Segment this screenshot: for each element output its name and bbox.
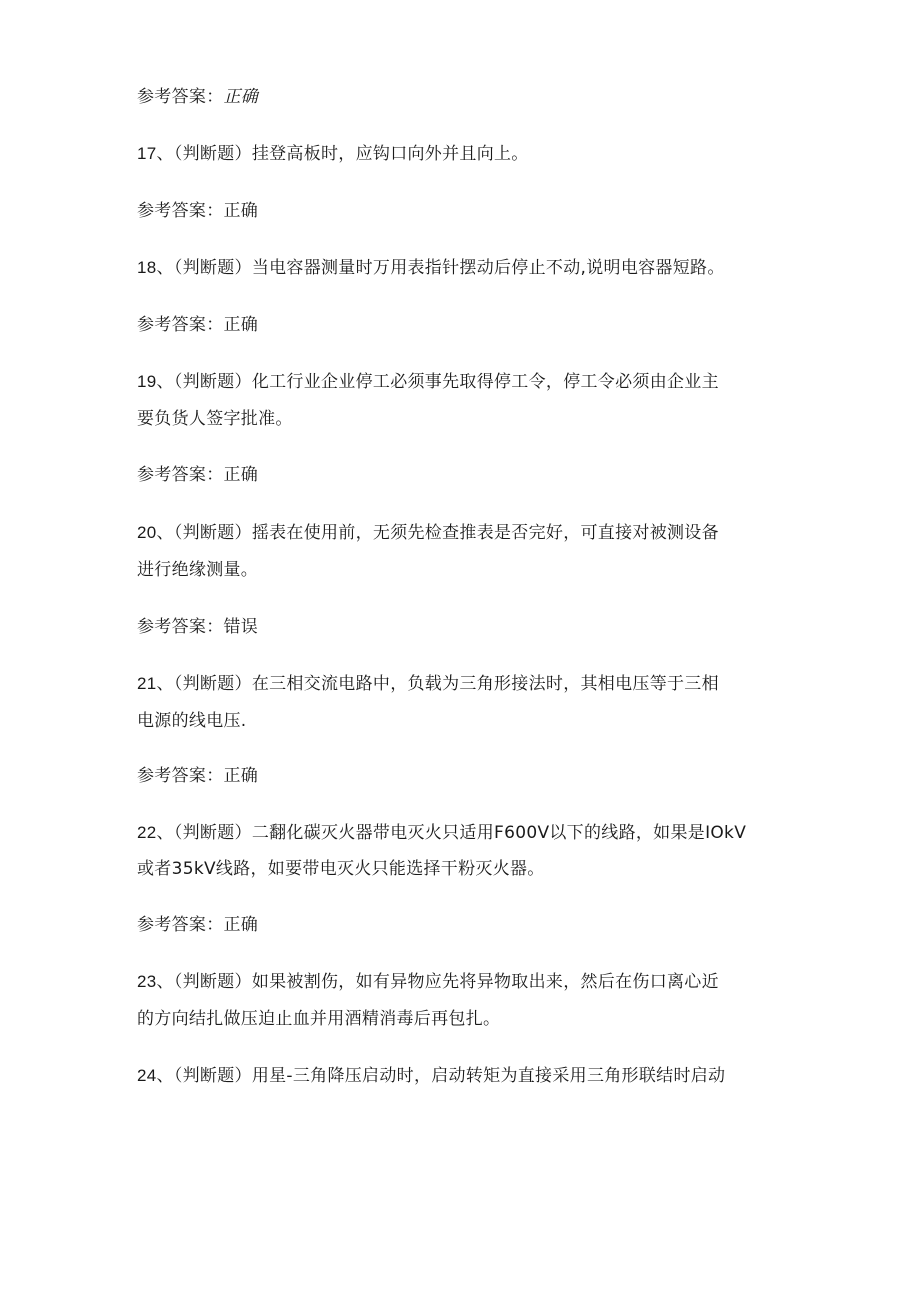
question-text: 进行绝缘测量。 xyxy=(137,560,259,580)
question-number: 19、 xyxy=(137,372,174,391)
question-24 xyxy=(137,1065,725,1087)
question-text: 要负货人签字批准。 xyxy=(137,409,293,429)
question-text: 在三相交流电路中，负载为三角形接法时，其相电压等于三相 xyxy=(251,674,719,694)
question-text: 的方向结扎做压迫止血并用酒精消毒后再包扎。 xyxy=(137,1009,501,1029)
answer-line-20 xyxy=(137,616,258,638)
question-text: 摇表在使用前，无须先检查推表是否完好，可直接对被测设备 xyxy=(251,523,719,543)
question-18 xyxy=(137,257,725,279)
question-type: （判断题） xyxy=(173,823,252,843)
question-text: 二翻化碳灭火器带电灭火只适用F600V以下的线路，如果是IOkV xyxy=(251,823,747,843)
answer-label: 参考答案： xyxy=(137,766,224,786)
answer-value: 错误 xyxy=(223,617,259,637)
question-19-continuation xyxy=(137,408,293,430)
question-text: 如果被割伤，如有异物应先将异物取出来，然后在伤口离心近 xyxy=(251,972,719,992)
question-type: （判断题） xyxy=(173,144,252,164)
answer-value: 正确 xyxy=(223,87,259,107)
question-20-continuation xyxy=(137,559,258,581)
question-number: 22、 xyxy=(137,823,174,842)
question-type: （判断题） xyxy=(173,523,252,543)
question-text: 当电容器测量时万用表指针摆动后停止不动,说明电容器短路。 xyxy=(251,258,725,278)
question-type: （判断题） xyxy=(173,1066,252,1086)
question-19 xyxy=(137,371,719,393)
question-22 xyxy=(137,822,746,844)
question-21-continuation xyxy=(137,710,247,732)
question-17 xyxy=(137,143,529,165)
question-number: 20、 xyxy=(137,523,174,542)
question-23 xyxy=(137,971,719,993)
question-number: 24、 xyxy=(137,1066,174,1085)
answer-label: 参考答案： xyxy=(137,465,224,485)
question-22-continuation xyxy=(137,858,545,880)
question-type: （判断题） xyxy=(173,258,252,278)
question-type: （判断题） xyxy=(173,372,252,392)
answer-label: 参考答案： xyxy=(137,315,224,335)
question-number: 17、 xyxy=(137,144,174,163)
question-20 xyxy=(137,522,719,544)
question-23-continuation xyxy=(137,1008,500,1030)
question-text: 化工行业企业停工必须事先取得停工令，停工令必须由企业主 xyxy=(251,372,719,392)
answer-label: 参考答案： xyxy=(137,87,224,107)
answer-value: 正确 xyxy=(223,465,259,485)
answer-line-16 xyxy=(137,86,258,108)
answer-value: 正确 xyxy=(223,915,259,935)
question-text: 挂登高板时，应钩口向外并且向上。 xyxy=(251,144,529,164)
answer-label: 参考答案： xyxy=(137,201,224,221)
answer-value: 正确 xyxy=(223,315,259,335)
answer-label: 参考答案： xyxy=(137,617,224,637)
answer-line-21 xyxy=(137,765,258,787)
question-number: 18、 xyxy=(137,258,174,277)
question-number: 23、 xyxy=(137,972,174,991)
question-text: 用星-三角降压启动时，启动转矩为直接采用三角形联结时启动 xyxy=(251,1066,726,1086)
answer-line-19 xyxy=(137,464,258,486)
answer-line-17 xyxy=(137,200,258,222)
question-text: 或者35kV线路，如要带电灭火只能选择干粉灭火器。 xyxy=(137,859,545,879)
question-21 xyxy=(137,673,719,695)
question-text: 电源的线电压. xyxy=(137,711,247,731)
answer-line-22 xyxy=(137,914,258,936)
answer-label: 参考答案： xyxy=(137,915,224,935)
question-type: （判断题） xyxy=(173,674,252,694)
answer-value: 正确 xyxy=(223,201,259,221)
answer-value: 正确 xyxy=(223,766,259,786)
question-number: 21、 xyxy=(137,674,174,693)
question-type: （判断题） xyxy=(173,972,252,992)
answer-line-18 xyxy=(137,314,258,336)
